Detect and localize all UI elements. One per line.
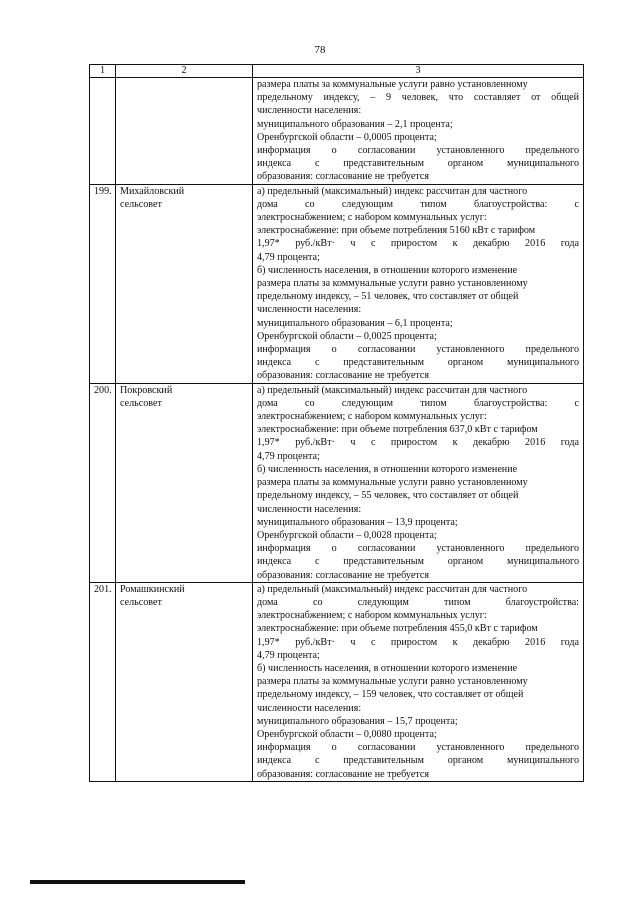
text-line: индекса с представительным органом муниципального bbox=[257, 158, 579, 170]
row-number: 201. bbox=[90, 582, 116, 781]
text-line: 1,97* руб./кВт· ч с приростом к декабрю 2016 года bbox=[257, 636, 579, 648]
text-line: индекса с представительным органом муниципального bbox=[257, 357, 579, 369]
index-description-cell bbox=[253, 383, 584, 582]
municipality-name-line: сельсовет bbox=[120, 596, 162, 608]
text-line: дома со следующим типом благоустройства: bbox=[257, 596, 579, 608]
text-line: размера платы за коммунальные услуги равно установленному bbox=[257, 278, 528, 290]
municipality-name-cell bbox=[116, 184, 253, 383]
index-description-cell bbox=[253, 184, 584, 383]
municipality-name-line: Ромашкинский bbox=[120, 583, 185, 595]
continuation-text-cell bbox=[253, 78, 584, 185]
continuation-number-cell bbox=[90, 78, 116, 185]
text-line: численности населения: bbox=[257, 503, 362, 515]
text-line: Оренбургской области – 0,0025 процента; bbox=[257, 330, 437, 342]
limit-index-table bbox=[89, 64, 584, 782]
text-line: образования: согласование не требуется bbox=[257, 171, 429, 183]
text-line: Оренбургской области – 0,0080 процента; bbox=[257, 728, 437, 740]
text-line: электроснабжением; с набором коммунальных услуг: bbox=[257, 212, 487, 224]
index-description-cell bbox=[253, 582, 584, 781]
text-line: 1,97* руб./кВт· ч с приростом к декабрю 2016 года bbox=[257, 437, 579, 449]
text-line: предельному индексу, – 159 человек, что составляет от общей bbox=[257, 689, 524, 701]
text-line: численности населения: bbox=[257, 702, 362, 714]
text-line: б) численность населения, в отношении которого изменение bbox=[257, 662, 518, 674]
bottom-rule bbox=[30, 880, 245, 884]
municipality-name-line: Михайловский bbox=[120, 185, 185, 197]
text-line: электроснабжение: при объеме потребления 637,0 кВт с тарифом bbox=[257, 424, 538, 436]
text-line: Оренбургской области – 0,0005 процента; bbox=[257, 131, 437, 143]
text-line: образования: согласование не требуется bbox=[257, 768, 429, 780]
text-line: образования: согласование не требуется bbox=[257, 370, 429, 382]
text-line: муниципального образования – 13,9 процента; bbox=[257, 516, 458, 528]
text-line: электроснабжение: при объеме потребления 5160 кВт с тарифом bbox=[257, 225, 536, 237]
continuation-row bbox=[90, 78, 584, 185]
header-col-3: 3 bbox=[253, 65, 584, 78]
text-line: 4,79 процента; bbox=[257, 450, 320, 462]
municipality-name-cell bbox=[116, 582, 253, 781]
text-line: информация о согласовании установленного предельного bbox=[257, 344, 579, 356]
header-row bbox=[90, 65, 584, 78]
text-line: дома со следующим типом благоустройства: с bbox=[257, 397, 579, 409]
text-line: дома со следующим типом благоустройства: с bbox=[257, 198, 579, 210]
page-number: 78 bbox=[314, 44, 326, 56]
text-line: б) численность населения, в отношении которого изменение bbox=[257, 264, 518, 276]
municipality-name-line: Покровский bbox=[120, 384, 173, 396]
text-line: б) численность населения, в отношении которого изменение bbox=[257, 463, 518, 475]
text-line: размера платы за коммунальные услуги равно установленному bbox=[257, 477, 528, 489]
text-line: электроснабжением; с набором коммунальных услуг: bbox=[257, 610, 487, 622]
text-line: индекса с представительным органом муниципального bbox=[257, 556, 579, 568]
text-line: 4,79 процента; bbox=[257, 251, 320, 263]
table-row bbox=[90, 582, 584, 781]
municipality-name-cell bbox=[116, 383, 253, 582]
text-line: предельному индексу, – 55 человек, что составляет от общей bbox=[257, 490, 519, 502]
text-line: электроснабжение: при объеме потребления 455,0 кВт с тарифом bbox=[257, 623, 538, 635]
text-line: предельному индексу, – 51 человек, что составляет от общей bbox=[257, 291, 519, 303]
text-line: муниципального образования – 15,7 процента; bbox=[257, 715, 458, 727]
text-line: муниципального образования – 6,1 процента; bbox=[257, 317, 453, 329]
table-body bbox=[90, 65, 584, 782]
text-line: муниципального образования – 2,1 процента; bbox=[257, 118, 453, 130]
text-line: информация о согласовании установленного предельного bbox=[257, 145, 579, 157]
text-line: а) предельный (максимальный) индекс рассчитан для частного bbox=[257, 185, 528, 197]
text-line: 1,97* руб./кВт· ч с приростом к декабрю 2016 года bbox=[257, 238, 579, 250]
header-col-1: 1 bbox=[90, 65, 116, 78]
text-line: размера платы за коммунальные услуги равно установленному bbox=[257, 676, 528, 688]
table-row bbox=[90, 383, 584, 582]
text-line: а) предельный (максимальный) индекс рассчитан для частного bbox=[257, 384, 528, 396]
continuation-name-cell bbox=[116, 78, 253, 185]
municipality-name-line: сельсовет bbox=[120, 198, 162, 210]
text-line: размера платы за коммунальные услуги равно установленному bbox=[257, 79, 528, 90]
text-line: а) предельный (максимальный) индекс рассчитан для частного bbox=[257, 583, 528, 595]
table-row bbox=[90, 184, 584, 383]
text-line: информация о согласовании установленного предельного bbox=[257, 543, 579, 555]
text-line: численности населения: bbox=[257, 304, 362, 316]
text-line: предельному индексу, – 9 человек, что составляет от общей bbox=[257, 92, 579, 104]
municipality-name-line: сельсовет bbox=[120, 397, 162, 409]
header-col-2: 2 bbox=[116, 65, 253, 78]
row-number: 200. bbox=[90, 383, 116, 582]
text-line: информация о согласовании установленного предельного bbox=[257, 742, 579, 754]
text-line: Оренбургской области – 0,0028 процента; bbox=[257, 529, 437, 541]
text-line: 4,79 процента; bbox=[257, 649, 320, 661]
row-number: 199. bbox=[90, 184, 116, 383]
text-line: численности населения: bbox=[257, 105, 362, 117]
text-line: электроснабжением; с набором коммунальных услуг: bbox=[257, 411, 487, 423]
text-line: образования: согласование не требуется bbox=[257, 569, 429, 581]
text-line: индекса с представительным органом муниципального bbox=[257, 755, 579, 767]
